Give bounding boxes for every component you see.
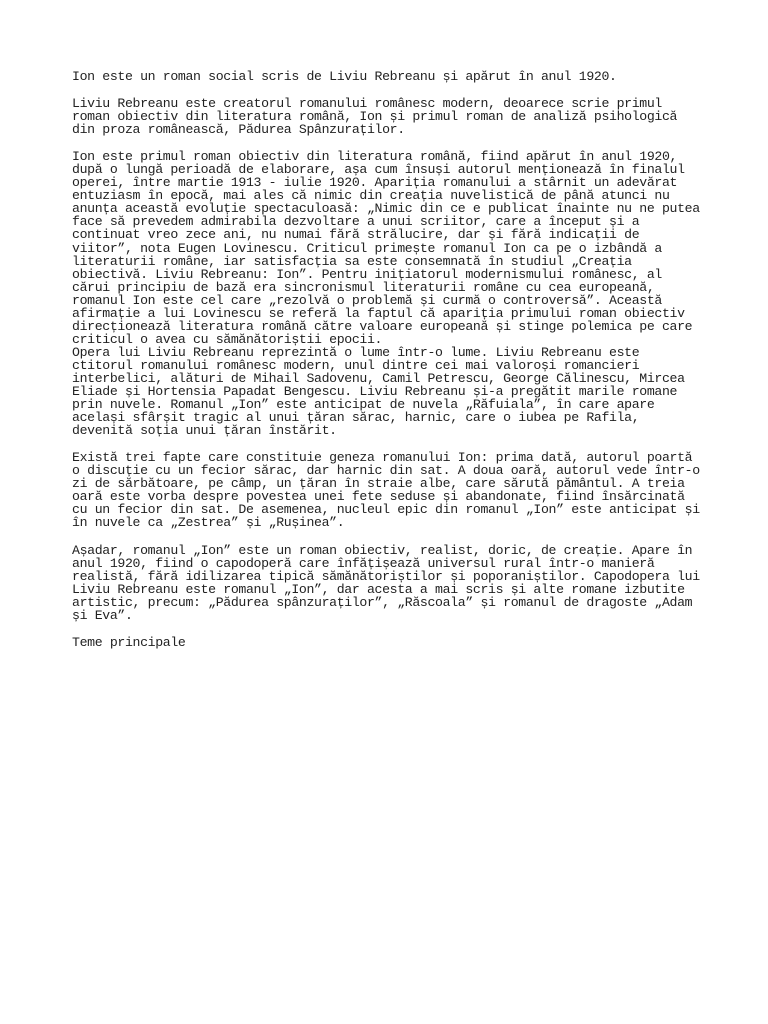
paragraph-world bbox=[72, 346, 712, 437]
text-line: cu un fecior din sat. De asemenea, nucleul epic din romanul „Ion” este anticipat și bbox=[72, 502, 700, 518]
text-line: realistă, fără idilizarea tipică sămănătoriștilor și poporaniștilor. Capodopera lui bbox=[72, 568, 700, 584]
text-line: devenită soția unui țăran înstărit. bbox=[72, 423, 337, 439]
text-line: criticul o avea cu sămănătoriștii epocii. bbox=[72, 331, 383, 347]
text-line: Eliade și Hortensia Papadat Bengescu. Liviu Rebreanu și-a pregătit marile romane bbox=[72, 384, 678, 400]
text-line: Liviu Rebreanu este romanul „Ion”, dar acesta a mai scris și alte romane izbutite bbox=[72, 581, 685, 597]
text-line: romanul Ion este cel care „rezolvă o problemă și curmă o controversă”. Această bbox=[72, 292, 662, 308]
text-line: entuziasm în epocă, mai ales că nimic din creația nuvelistică de până atunci nu bbox=[72, 188, 670, 204]
text-line: cărui principiu de bază era sincronismul literaturii române cu cea europeană, bbox=[72, 279, 655, 295]
text-line: după o lungă perioadă de elaborare, așa cum însuși autorul menționează în finalul bbox=[72, 162, 685, 178]
text-line: afirmație a lui Lovinescu se referă la faptul că apariția primului roman obiectiv bbox=[72, 305, 685, 321]
text-line: Există trei fapte care constituie geneza romanului Ion: prima dată, autorul poartă bbox=[72, 450, 693, 466]
text-line: Ion este un roman social scris de Liviu Rebreanu și apărut în anul 1920. bbox=[72, 69, 617, 84]
text-line: interbelici, alături de Mihail Sadovenu, Camil Petrescu, George Călinescu, Mircea bbox=[72, 370, 685, 386]
text-line: anunța această evoluție spectaculoasă: „Nimic din ce e publicat înainte nu ne putea bbox=[72, 201, 700, 217]
text-line: același sfârșit tragic al unui țăran sărac, harnic, care o iubea pe Rafila, bbox=[72, 410, 640, 426]
text-line: literaturii române, iar satisfacția sa este consemnată în studiul „Creația bbox=[72, 253, 632, 269]
text-line: anul 1920, fiind o capodoperă care înfățișează universul rural într-o manieră bbox=[72, 555, 655, 571]
text-line: zi de sărbătoare, pe câmp, un țăran în straie albe, care sărută pământul. A treia bbox=[72, 476, 685, 492]
text-line: o discuție cu un fecior sărac, dar harnic din sat. A doua oară, autorul vede într-o bbox=[72, 463, 700, 479]
text-line: artistic, precum: „Pădurea spânzuraților”, „Răscoala” și romanul de dragoste „Adam bbox=[72, 594, 693, 610]
text-line: Liviu Rebreanu este creatorul romanului românesc modern, deoarece scrie primul bbox=[72, 96, 662, 112]
paragraph-conclusion bbox=[72, 544, 712, 622]
text-line: operei, între martie 1913 - iulie 1920. Apariția romanului a stârnit un adevărat bbox=[72, 175, 678, 191]
text-line: oară este vorba despre povestea unei fete seduse și abandonate, fiind însărcinată bbox=[72, 489, 685, 505]
text-line: viitor”, nota Eugen Lovinescu. Criticul primește romanul Ion ca pe o izbândă a bbox=[72, 240, 662, 256]
text-line: Așadar, romanul „Ion” este un roman obiectiv, realist, doric, de creație. Apare în bbox=[72, 542, 693, 558]
paragraph-creator bbox=[72, 97, 712, 136]
text-line: ctitorul romanului românesc modern, unul dintre cei mai valoroși romancieri bbox=[72, 357, 640, 373]
document-body bbox=[72, 70, 712, 663]
section-heading-main-themes bbox=[72, 636, 712, 649]
text-line: direcționează literatura română către valoare europeană și stinge polemica pe care bbox=[72, 318, 693, 334]
text-line: continuat vreo zece ani, nu numai fără strălucire, dar și fără indicații de bbox=[72, 227, 640, 243]
text-line: din proza românească, Pădurea Spânzuraților. bbox=[72, 122, 405, 138]
text-line: face să prevedem admirabila dezvoltare a unui scriitor, care a început și a bbox=[72, 214, 640, 230]
text-line: și Eva”. bbox=[72, 607, 133, 623]
heading-text: Teme principale bbox=[72, 634, 186, 650]
text-line: Opera lui Liviu Rebreanu reprezintă o lume într-o lume. Liviu Rebreanu este bbox=[72, 344, 640, 360]
text-line: Ion este primul roman obiectiv din literatura română, fiind apărut în anul 1920, bbox=[72, 149, 678, 165]
text-line: prin nuvele. Romanul „Ion” este anticipat de nuvela „Răfuiala”, în care apare bbox=[72, 397, 655, 413]
text-line: obiectivă. Liviu Rebreanu: Ion”. Pentru inițiatorul modernismului românesc, al bbox=[72, 266, 662, 282]
paragraph-genesis bbox=[72, 451, 712, 529]
text-line: în nuvele ca „Zestrea” și „Rușinea”. bbox=[72, 515, 345, 531]
paragraph-intro bbox=[72, 70, 712, 83]
paragraph-objective-novel bbox=[72, 150, 712, 346]
text-line: roman obiectiv din literatura română, Ion și primul roman de analiză psihologică bbox=[72, 109, 678, 125]
